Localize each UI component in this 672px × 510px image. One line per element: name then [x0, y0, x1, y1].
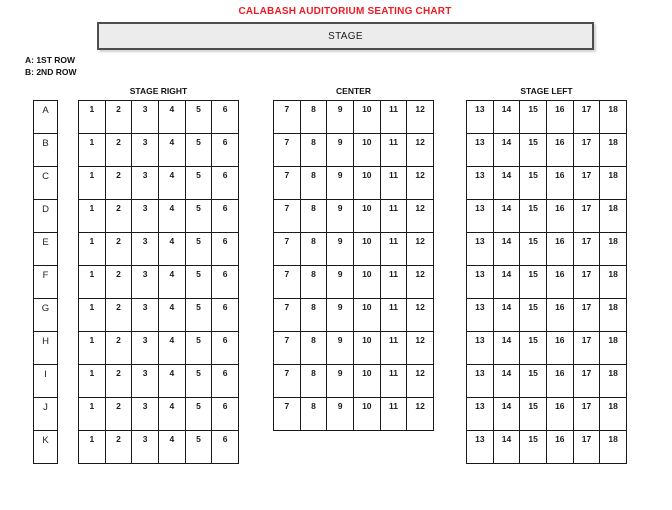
seat-A-15: 15	[520, 101, 547, 134]
seat-G-13: 13	[467, 299, 494, 332]
seat-H-11: 11	[381, 332, 408, 365]
seat-D-13: 13	[467, 200, 494, 233]
seat-J-14: 14	[494, 398, 521, 431]
seat-I-18: 18	[600, 365, 627, 398]
seat-C-16: 16	[547, 167, 574, 200]
seat-H-2: 2	[106, 332, 133, 365]
seat-E-17: 17	[574, 233, 601, 266]
seat-J-12: 12	[407, 398, 434, 431]
seat-B-5: 5	[186, 134, 213, 167]
seat-G-9: 9	[327, 299, 354, 332]
seat-E-14: 14	[494, 233, 521, 266]
seat-E-3: 3	[132, 233, 159, 266]
seat-G-14: 14	[494, 299, 521, 332]
seat-E-11: 11	[381, 233, 408, 266]
seat-G-15: 15	[520, 299, 547, 332]
seat-F-17: 17	[574, 266, 601, 299]
seat-H-10: 10	[354, 332, 381, 365]
row-label-G: G	[34, 299, 58, 332]
row-label-E: E	[34, 233, 58, 266]
seat-A-4: 4	[159, 101, 186, 134]
seat-B-14: 14	[494, 134, 521, 167]
seat-A-1: 1	[79, 101, 106, 134]
seat-C-15: 15	[520, 167, 547, 200]
seat-F-4: 4	[159, 266, 186, 299]
seat-D-4: 4	[159, 200, 186, 233]
seat-B-12: 12	[407, 134, 434, 167]
seat-C-7: 7	[274, 167, 301, 200]
seat-K-16: 16	[547, 431, 574, 464]
seat-I-5: 5	[186, 365, 213, 398]
row-label-K: K	[34, 431, 58, 464]
seat-B-3: 3	[132, 134, 159, 167]
seat-J-1: 1	[79, 398, 106, 431]
seat-F-18: 18	[600, 266, 627, 299]
seat-B-8: 8	[301, 134, 328, 167]
center-grid	[273, 100, 434, 431]
seat-G-18: 18	[600, 299, 627, 332]
seat-A-12: 12	[407, 101, 434, 134]
seat-F-10: 10	[354, 266, 381, 299]
seat-G-2: 2	[106, 299, 133, 332]
seat-F-6: 6	[212, 266, 239, 299]
seat-D-14: 14	[494, 200, 521, 233]
seat-J-15: 15	[520, 398, 547, 431]
seat-F-15: 15	[520, 266, 547, 299]
seat-J-17: 17	[574, 398, 601, 431]
seat-C-14: 14	[494, 167, 521, 200]
seat-C-13: 13	[467, 167, 494, 200]
seat-B-9: 9	[327, 134, 354, 167]
seat-D-5: 5	[186, 200, 213, 233]
seat-J-16: 16	[547, 398, 574, 431]
seat-I-2: 2	[106, 365, 133, 398]
seat-A-10: 10	[354, 101, 381, 134]
seat-B-17: 17	[574, 134, 601, 167]
seat-H-1: 1	[79, 332, 106, 365]
seat-E-16: 16	[547, 233, 574, 266]
seat-J-5: 5	[186, 398, 213, 431]
seat-K-15: 15	[520, 431, 547, 464]
seat-I-10: 10	[354, 365, 381, 398]
seat-K-4: 4	[159, 431, 186, 464]
seat-F-14: 14	[494, 266, 521, 299]
seat-F-7: 7	[274, 266, 301, 299]
legend-line-1: A: 1ST ROW	[25, 55, 76, 65]
seat-A-8: 8	[301, 101, 328, 134]
seat-K-5: 5	[186, 431, 213, 464]
seat-I-14: 14	[494, 365, 521, 398]
section-stage-left	[466, 85, 627, 464]
seat-B-7: 7	[274, 134, 301, 167]
seat-G-6: 6	[212, 299, 239, 332]
seat-A-11: 11	[381, 101, 408, 134]
seat-E-18: 18	[600, 233, 627, 266]
seat-A-2: 2	[106, 101, 133, 134]
seat-J-2: 2	[106, 398, 133, 431]
seat-F-8: 8	[301, 266, 328, 299]
seat-H-15: 15	[520, 332, 547, 365]
seat-B-4: 4	[159, 134, 186, 167]
seat-I-1: 1	[79, 365, 106, 398]
seat-D-15: 15	[520, 200, 547, 233]
seat-I-15: 15	[520, 365, 547, 398]
seat-B-10: 10	[354, 134, 381, 167]
seat-D-17: 17	[574, 200, 601, 233]
seat-F-9: 9	[327, 266, 354, 299]
seat-D-18: 18	[600, 200, 627, 233]
seat-I-11: 11	[381, 365, 408, 398]
seat-I-12: 12	[407, 365, 434, 398]
section-stage-left-title: STAGE LEFT	[520, 86, 573, 96]
seat-I-4: 4	[159, 365, 186, 398]
row-label-H: H	[34, 332, 58, 365]
seat-I-7: 7	[274, 365, 301, 398]
seat-C-12: 12	[407, 167, 434, 200]
seat-H-14: 14	[494, 332, 521, 365]
seat-D-6: 6	[212, 200, 239, 233]
seat-A-14: 14	[494, 101, 521, 134]
stage-right-grid	[78, 100, 239, 464]
seat-G-4: 4	[159, 299, 186, 332]
seat-H-16: 16	[547, 332, 574, 365]
seat-H-3: 3	[132, 332, 159, 365]
seat-D-3: 3	[132, 200, 159, 233]
seat-D-7: 7	[274, 200, 301, 233]
row-label-F: F	[34, 266, 58, 299]
seat-K-2: 2	[106, 431, 133, 464]
seat-J-13: 13	[467, 398, 494, 431]
seat-F-16: 16	[547, 266, 574, 299]
seat-E-15: 15	[520, 233, 547, 266]
seat-A-9: 9	[327, 101, 354, 134]
seat-D-12: 12	[407, 200, 434, 233]
seat-C-1: 1	[79, 167, 106, 200]
seat-H-18: 18	[600, 332, 627, 365]
seat-E-5: 5	[186, 233, 213, 266]
seat-H-6: 6	[212, 332, 239, 365]
seat-I-9: 9	[327, 365, 354, 398]
seat-D-11: 11	[381, 200, 408, 233]
seat-K-6: 6	[212, 431, 239, 464]
section-center-title: CENTER	[336, 86, 371, 96]
seat-A-6: 6	[212, 101, 239, 134]
seat-F-2: 2	[106, 266, 133, 299]
seat-I-13: 13	[467, 365, 494, 398]
row-label-D: D	[34, 200, 58, 233]
seat-K-17: 17	[574, 431, 601, 464]
seat-C-8: 8	[301, 167, 328, 200]
seat-G-1: 1	[79, 299, 106, 332]
seat-C-3: 3	[132, 167, 159, 200]
seat-A-13: 13	[467, 101, 494, 134]
seat-C-5: 5	[186, 167, 213, 200]
chart-title: CALABASH AUDITORIUM SEATING CHART	[238, 6, 452, 17]
seat-K-14: 14	[494, 431, 521, 464]
seat-E-12: 12	[407, 233, 434, 266]
seat-I-16: 16	[547, 365, 574, 398]
row-label-column	[33, 100, 58, 464]
seat-A-16: 16	[547, 101, 574, 134]
seat-A-3: 3	[132, 101, 159, 134]
seat-H-4: 4	[159, 332, 186, 365]
seat-E-10: 10	[354, 233, 381, 266]
row-label-J: J	[34, 398, 58, 431]
seat-J-10: 10	[354, 398, 381, 431]
seat-D-16: 16	[547, 200, 574, 233]
seat-G-3: 3	[132, 299, 159, 332]
seat-E-13: 13	[467, 233, 494, 266]
stage-box	[97, 22, 594, 50]
section-stage-right	[78, 85, 239, 464]
seat-E-8: 8	[301, 233, 328, 266]
seat-H-9: 9	[327, 332, 354, 365]
seat-B-18: 18	[600, 134, 627, 167]
seat-G-11: 11	[381, 299, 408, 332]
stage-label: STAGE	[328, 30, 363, 42]
seat-E-7: 7	[274, 233, 301, 266]
seat-B-6: 6	[212, 134, 239, 167]
section-center	[273, 85, 434, 431]
seat-G-8: 8	[301, 299, 328, 332]
row-label-I: I	[34, 365, 58, 398]
seat-I-6: 6	[212, 365, 239, 398]
seat-F-11: 11	[381, 266, 408, 299]
seat-E-1: 1	[79, 233, 106, 266]
seat-D-9: 9	[327, 200, 354, 233]
seat-I-3: 3	[132, 365, 159, 398]
seat-J-11: 11	[381, 398, 408, 431]
seat-J-3: 3	[132, 398, 159, 431]
seat-E-6: 6	[212, 233, 239, 266]
seat-A-18: 18	[600, 101, 627, 134]
seat-C-4: 4	[159, 167, 186, 200]
seat-C-6: 6	[212, 167, 239, 200]
seat-J-4: 4	[159, 398, 186, 431]
seat-J-8: 8	[301, 398, 328, 431]
seat-H-13: 13	[467, 332, 494, 365]
seat-B-2: 2	[106, 134, 133, 167]
seat-G-17: 17	[574, 299, 601, 332]
seat-C-10: 10	[354, 167, 381, 200]
seat-B-15: 15	[520, 134, 547, 167]
seat-G-16: 16	[547, 299, 574, 332]
seat-I-8: 8	[301, 365, 328, 398]
row-label-C: C	[34, 167, 58, 200]
seat-G-7: 7	[274, 299, 301, 332]
seat-C-2: 2	[106, 167, 133, 200]
seat-H-7: 7	[274, 332, 301, 365]
seat-D-10: 10	[354, 200, 381, 233]
seat-G-12: 12	[407, 299, 434, 332]
seat-G-10: 10	[354, 299, 381, 332]
seat-H-5: 5	[186, 332, 213, 365]
seat-D-8: 8	[301, 200, 328, 233]
seat-B-11: 11	[381, 134, 408, 167]
seat-A-5: 5	[186, 101, 213, 134]
seat-F-12: 12	[407, 266, 434, 299]
row-legend	[25, 55, 76, 78]
row-label-A: A	[34, 101, 58, 134]
seat-J-7: 7	[274, 398, 301, 431]
seat-A-7: 7	[274, 101, 301, 134]
seat-H-17: 17	[574, 332, 601, 365]
stage-left-grid	[466, 100, 627, 464]
seat-D-1: 1	[79, 200, 106, 233]
seat-J-18: 18	[600, 398, 627, 431]
seat-H-8: 8	[301, 332, 328, 365]
seat-K-13: 13	[467, 431, 494, 464]
seat-E-2: 2	[106, 233, 133, 266]
seat-D-2: 2	[106, 200, 133, 233]
seat-C-18: 18	[600, 167, 627, 200]
seat-J-6: 6	[212, 398, 239, 431]
seat-F-1: 1	[79, 266, 106, 299]
seat-E-4: 4	[159, 233, 186, 266]
seat-K-1: 1	[79, 431, 106, 464]
row-label-B: B	[34, 134, 58, 167]
seat-H-12: 12	[407, 332, 434, 365]
seat-E-9: 9	[327, 233, 354, 266]
seat-I-17: 17	[574, 365, 601, 398]
seat-G-5: 5	[186, 299, 213, 332]
seat-F-13: 13	[467, 266, 494, 299]
seat-A-17: 17	[574, 101, 601, 134]
legend-line-2: B: 2ND ROW	[25, 66, 77, 77]
seat-C-9: 9	[327, 167, 354, 200]
seat-B-1: 1	[79, 134, 106, 167]
seat-J-9: 9	[327, 398, 354, 431]
seat-B-13: 13	[467, 134, 494, 167]
seat-K-18: 18	[600, 431, 627, 464]
seat-B-16: 16	[547, 134, 574, 167]
seat-K-3: 3	[132, 431, 159, 464]
seat-C-11: 11	[381, 167, 408, 200]
section-stage-right-title: STAGE RIGHT	[129, 86, 188, 96]
seat-F-5: 5	[186, 266, 213, 299]
seat-C-17: 17	[574, 167, 601, 200]
seat-F-3: 3	[132, 266, 159, 299]
